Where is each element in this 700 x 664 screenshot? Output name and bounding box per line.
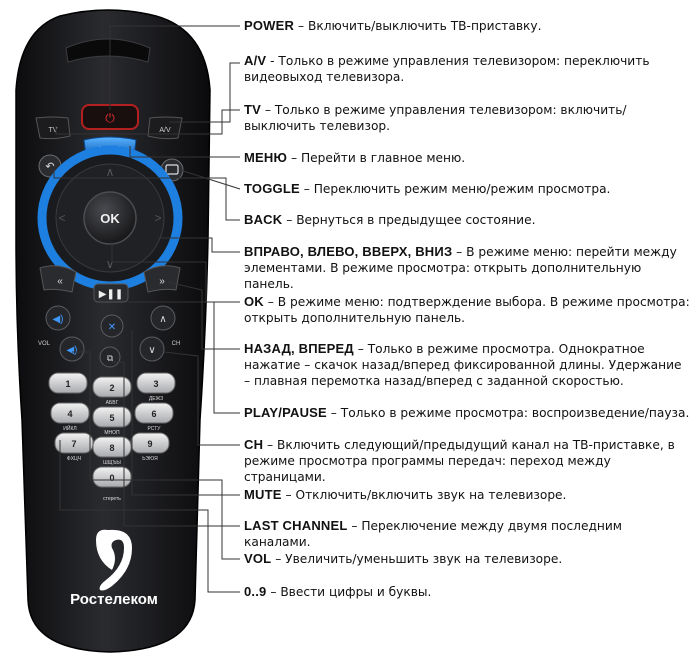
description-key: BACK bbox=[244, 212, 283, 227]
keypad-letters: МНОП bbox=[104, 430, 120, 436]
volume-down-icon: ◀) bbox=[66, 345, 78, 356]
power-icon: ⏻ bbox=[105, 111, 115, 125]
av-label: A/V bbox=[159, 127, 171, 134]
description-key: НАЗАД, ВПЕРЕД bbox=[244, 341, 354, 356]
description-text: – Вернуться в предыдущее состояние. bbox=[282, 213, 536, 227]
description-item bbox=[244, 518, 690, 550]
description-key: 0..9 bbox=[244, 584, 267, 599]
description-key: TV bbox=[244, 102, 262, 117]
keypad-letters: ИЙКЛ bbox=[63, 426, 77, 432]
description-text: – Переключение между двумя последним каналами. bbox=[244, 519, 622, 549]
arrow-left-icon[interactable]: < bbox=[58, 211, 66, 225]
description-item bbox=[244, 150, 690, 166]
forward-icon: » bbox=[159, 276, 165, 287]
description-text: – Перейти в главное меню. bbox=[287, 151, 466, 165]
back-icon: ↶ bbox=[45, 161, 55, 173]
keypad-letters: ДЕЖЗ bbox=[148, 396, 164, 402]
description-text: – В режиме меню: перейти между элементами. В режиме просмотра: открыть дополнительную панель. bbox=[244, 245, 677, 291]
description-key: ВПРАВО, ВЛЕВО, ВВЕРХ, ВНИЗ bbox=[244, 244, 453, 259]
arrow-down-icon[interactable]: ∨ bbox=[105, 257, 115, 271]
keypad-digit: 6 bbox=[151, 409, 157, 419]
keypad-digit: 2 bbox=[109, 383, 115, 393]
description-item bbox=[244, 405, 690, 421]
description-key: TOGGLE bbox=[244, 181, 300, 196]
keypad-letters: ШЩЪЫ bbox=[103, 460, 121, 466]
description-key: A/V bbox=[244, 53, 267, 68]
play-pause-icon: ▶❚❚ bbox=[98, 289, 124, 300]
keypad-digit: 0 bbox=[109, 473, 115, 483]
vol-label: VOL bbox=[37, 341, 51, 347]
description-key: POWER bbox=[244, 18, 295, 33]
description-item bbox=[244, 551, 690, 567]
description-text: – Включить/выключить ТВ-приставку. bbox=[294, 19, 542, 33]
description-key: CH bbox=[244, 437, 264, 452]
ch-label: CH bbox=[171, 341, 181, 347]
clear-label: стереть bbox=[103, 496, 121, 502]
channel-up-icon: ∧ bbox=[159, 314, 167, 325]
description-key: МЕНЮ bbox=[244, 150, 288, 165]
keypad-digit: 5 bbox=[109, 413, 115, 423]
description-text: – Ввести цифры и буквы. bbox=[266, 585, 432, 599]
description-key: OK bbox=[244, 294, 264, 309]
description-item bbox=[244, 294, 690, 326]
description-item bbox=[244, 18, 690, 34]
description-item bbox=[244, 244, 690, 292]
description-item bbox=[244, 212, 690, 228]
keypad-letters: ФХЦЧ bbox=[66, 456, 82, 462]
tv-label: TV bbox=[48, 127, 58, 134]
arrow-right-icon[interactable]: > bbox=[154, 211, 162, 225]
keypad-digit: 7 bbox=[71, 439, 77, 449]
volume-up-icon: ◀) bbox=[52, 314, 64, 325]
description-text: – Только в режиме просмотра: воспроизведение/пауза. bbox=[326, 406, 690, 420]
arrow-up-icon[interactable]: ∧ bbox=[105, 165, 115, 179]
keypad-digit: 4 bbox=[67, 409, 73, 419]
channel-down-icon: ∨ bbox=[148, 345, 156, 356]
description-text: – Увеличить/уменьшить звук на телевизоре. bbox=[271, 552, 563, 566]
keypad-digit: 9 bbox=[147, 439, 153, 449]
mute-icon: ✕ bbox=[107, 322, 117, 333]
description-key: LAST CHANNEL bbox=[244, 518, 348, 533]
description-item bbox=[244, 341, 690, 389]
description-item bbox=[244, 584, 690, 600]
description-text: – Отключить/включить звук на телевизоре. bbox=[281, 488, 567, 502]
description-key: MUTE bbox=[244, 487, 282, 502]
description-key: PLAY/PAUSE bbox=[244, 405, 327, 420]
description-text: – Переключить режим меню/режим просмотра. bbox=[299, 182, 611, 196]
ok-label: OK bbox=[100, 211, 120, 226]
keypad-letters: ЬЭЮЯ bbox=[142, 456, 158, 462]
description-text: – Только в режиме просмотра. Однократное нажатие – скачок назад/вперед фиксированной длины. Удержание – плавная перемотка назад/вперед с заданной скоростью. bbox=[244, 342, 682, 388]
description-text: – Только в режиме управления телевизором: включить/выключить телевизор. bbox=[244, 103, 627, 133]
keypad-letters: АБВГ bbox=[105, 400, 119, 406]
description-key: VOL bbox=[244, 551, 272, 566]
keypad-digit: 1 bbox=[65, 379, 71, 389]
keypad-digit: 8 bbox=[109, 443, 115, 453]
keypad-digit: 3 bbox=[153, 379, 159, 389]
last-channel-icon: ⧉ bbox=[106, 353, 114, 363]
description-item bbox=[244, 181, 690, 197]
keypad-letters: РСТУ bbox=[147, 426, 161, 432]
description-text: – Включить следующий/предыдущий канал на ТВ-приставке, в режиме просмотра программы передач: переход между страницами. bbox=[244, 438, 675, 484]
description-item bbox=[244, 53, 690, 85]
description-item bbox=[244, 102, 690, 134]
brand-name: Ростелеком bbox=[70, 591, 158, 608]
description-text: – В режиме меню: подтверждение выбора. В режиме просмотра: открыть дополнительную панель. bbox=[244, 295, 690, 325]
rewind-icon: « bbox=[57, 276, 63, 287]
description-text: - Только в режиме управления телевизором: переключить видеовыход телевизора. bbox=[244, 54, 650, 84]
description-item bbox=[244, 487, 690, 503]
description-item bbox=[244, 437, 690, 485]
